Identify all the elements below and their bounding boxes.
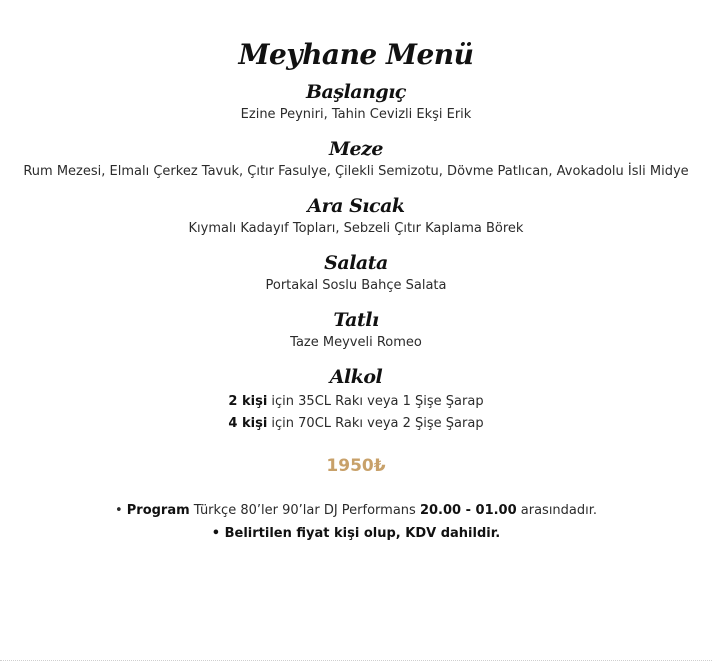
note-program-text-end: arasındadır. [516, 503, 598, 518]
section-ara-sicak [0, 194, 712, 238]
section-heading: Başlangıç [306, 81, 406, 103]
section-salata [0, 251, 712, 295]
note-program-label: Program [126, 503, 190, 518]
bullet: • [211, 526, 225, 541]
note-program-time: 20.00 - 01.00 [419, 503, 517, 518]
note-fiyat-text: Belirtilen fiyat kişi olup, KDV dahildir. [224, 526, 501, 541]
alkol-people: 4 kişi [228, 416, 268, 431]
note-program [0, 499, 712, 522]
menu-title: Meyhane Menü [238, 38, 474, 71]
note-fiyat [0, 522, 712, 545]
section-heading: Meze [329, 138, 383, 160]
alkol-line [0, 391, 712, 413]
alkol-detail: için 35CL Rakı veya 1 Şişe Şarap [267, 394, 484, 409]
section-heading: Tatlı [333, 309, 379, 331]
section-items: Portakal Soslu Bahçe Salata [265, 278, 447, 293]
section-heading: Alkol [329, 366, 383, 388]
notes [0, 499, 712, 545]
section-heading: Salata [324, 252, 388, 274]
note-program-text: Türkçe 80’ler 90’lar DJ Performans [189, 503, 420, 518]
section-items: Kıymalı Kadayıf Topları, Sebzeli Çıtır Kaplama Börek [188, 221, 524, 236]
section-meze [0, 137, 712, 181]
alkol-people: 2 kişi [228, 394, 268, 409]
section-items: Rum Mezesi, Elmalı Çerkez Tavuk, Çıtır Fasulye, Çilekli Semizotu, Dövme Patlıcan, Avokadolu İsli Midye [23, 164, 689, 179]
section-alkol [0, 365, 712, 435]
alkol-line [0, 413, 712, 435]
section-items: Taze Meyveli Romeo [290, 335, 422, 350]
bottom-divider [0, 660, 712, 661]
section-baslangic [0, 80, 712, 124]
alkol-detail: için 70CL Rakı veya 2 Şişe Şarap [267, 416, 484, 431]
section-items: Ezine Peyniri, Tahin Cevizli Ekşi Erik [240, 107, 472, 122]
section-tatli [0, 308, 712, 352]
bullet: • [114, 503, 127, 518]
menu-price: 1950₺ [326, 456, 386, 476]
section-heading: Ara Sıcak [307, 195, 405, 217]
